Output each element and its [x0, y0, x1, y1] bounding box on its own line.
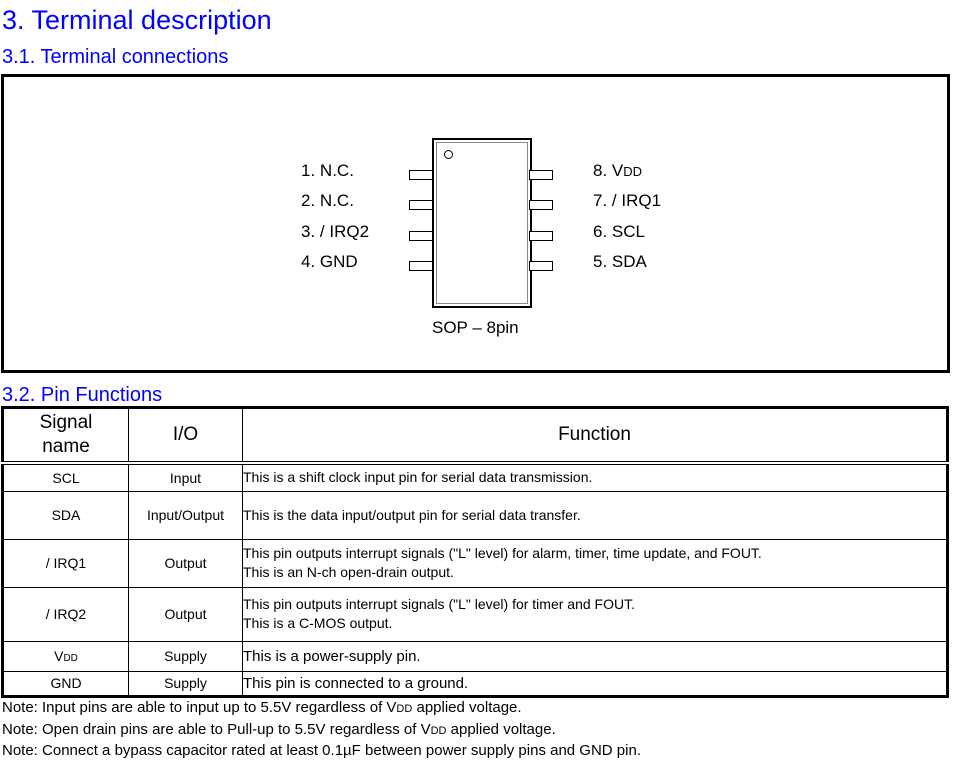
function-cell: This pin outputs interrupt signals ("L" level) for alarm, timer, time update, and FOUT. This is an N-ch open-drain output.: [243, 539, 948, 587]
pin-label-6: 6. SCL: [593, 222, 645, 241]
signal-cell: / IRQ1: [3, 539, 129, 587]
ic-package-body: [432, 138, 532, 308]
header-function: Function: [243, 408, 948, 464]
lead-pin-3: [409, 231, 433, 241]
table-row: [3, 671, 948, 696]
pin1-marker-icon: [444, 150, 453, 159]
table-row: [3, 587, 948, 641]
lead-pin-8: [529, 170, 553, 180]
pin-label-2: 2. N.C.: [301, 191, 354, 210]
lead-pin-2: [409, 200, 433, 210]
function-cell: This pin outputs interrupt signals ("L" level) for timer and FOUT. This is a C-MOS output.: [243, 587, 948, 641]
table-row: [3, 463, 948, 491]
function-cell: This is a shift clock input pin for serial data transmission.: [243, 463, 948, 491]
signal-cell: VDD: [3, 641, 129, 671]
table-row: [3, 539, 948, 587]
lead-pin-4: [409, 261, 433, 271]
pin-label-5: 5. SDA: [593, 252, 647, 271]
lead-pin-1: [409, 170, 433, 180]
io-cell: Input: [129, 463, 243, 491]
pin-functions-heading: 3.2. Pin Functions: [2, 384, 163, 406]
header-io: I/O: [129, 408, 243, 464]
table-row: [3, 641, 948, 671]
lead-pin-5: [529, 261, 553, 271]
package-label: SOP – 8pin: [432, 318, 519, 337]
lead-pin-6: [529, 231, 553, 241]
signal-cell: / IRQ2: [3, 587, 129, 641]
note-input-pins: Note: Input pins are able to input up to 5.5V regardless of VDD applied voltage.: [2, 699, 522, 716]
pin-label-1: 1. N.C.: [301, 161, 354, 180]
pin-label-8: 8. VDD: [593, 161, 643, 180]
ic-package-inner-outline: [436, 142, 528, 304]
terminal-connections-heading: 3.1. Terminal connections: [2, 46, 229, 68]
pin-label-7: 7. / IRQ1: [593, 191, 662, 210]
signal-cell: SDA: [3, 491, 129, 539]
pin-functions-table: [1, 406, 949, 698]
io-cell: Supply: [129, 641, 243, 671]
header-signal-name: Signal name: [3, 408, 129, 464]
table-header-row: [3, 408, 948, 464]
function-cell: This pin is connected to a ground.: [243, 671, 948, 696]
function-cell: This is a power-supply pin.: [243, 641, 948, 671]
io-cell: Output: [129, 587, 243, 641]
pin-label-3: 3. / IRQ2: [301, 222, 370, 241]
note-bypass-capacitor: Note: Connect a bypass capacitor rated at least 0.1µF between power supply pins and GND pin.: [2, 742, 641, 759]
pin-label-4: 4. GND: [301, 252, 358, 271]
io-cell: Output: [129, 539, 243, 587]
signal-cell: SCL: [3, 463, 129, 491]
io-cell: Supply: [129, 671, 243, 696]
signal-cell: GND: [3, 671, 129, 696]
function-cell: This is the data input/output pin for serial data transfer.: [243, 491, 948, 539]
table-row: [3, 491, 948, 539]
notes: [2, 698, 641, 763]
io-cell: Input/Output: [129, 491, 243, 539]
lead-pin-7: [529, 200, 553, 210]
note-open-drain: Note: Open drain pins are able to Pull-up to 5.5V regardless of VDD applied voltage.: [2, 720, 556, 738]
section-heading: 3. Terminal description: [2, 5, 272, 35]
